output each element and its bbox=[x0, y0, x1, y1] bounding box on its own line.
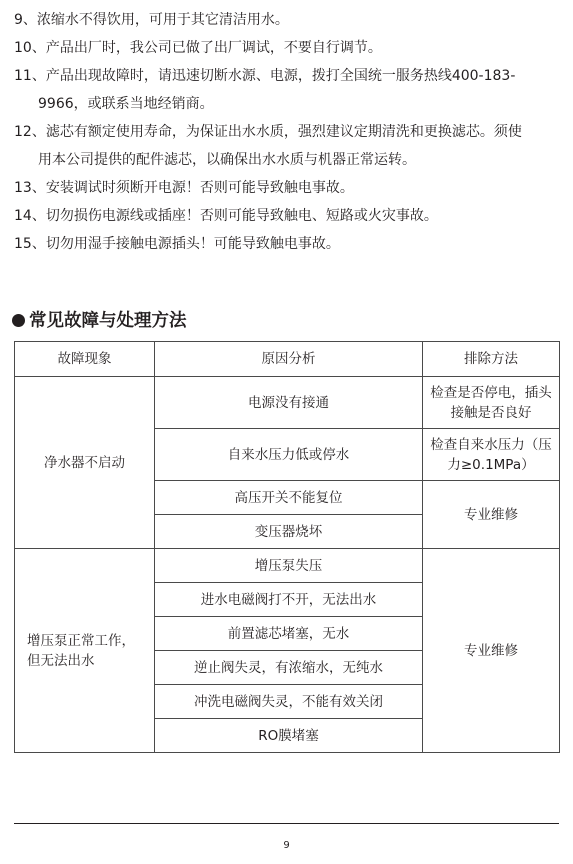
note-item-9 bbox=[14, 6, 564, 34]
table-row bbox=[15, 377, 560, 429]
solution-cell: 专业维修 bbox=[423, 549, 560, 753]
note-text: 产品出现故障时，请迅速切断水源、电源，拨打全国统一服务热线400-183- bbox=[45, 68, 516, 84]
troubleshooting-table bbox=[14, 341, 560, 753]
cause-cell: 前置滤芯堵塞，无水 bbox=[155, 617, 423, 651]
cause-cell: 电源没有接通 bbox=[155, 377, 423, 429]
note-item-15 bbox=[14, 230, 564, 258]
cause-cell: 增压泵失压 bbox=[155, 549, 423, 583]
note-text: 浓缩水不得饮用，可用于其它清洁用水。 bbox=[36, 12, 289, 28]
footer-divider bbox=[14, 823, 559, 824]
cause-cell: 高压开关不能复位 bbox=[155, 481, 423, 515]
table-header-row bbox=[15, 342, 560, 377]
header-symptom: 故障现象 bbox=[15, 342, 155, 377]
header-cause: 原因分析 bbox=[155, 342, 423, 377]
note-item-13 bbox=[14, 174, 564, 202]
note-text: 滤芯有额定使用寿命，为保证出水水质，强烈建议定期清洗和更换滤芯。须使 bbox=[45, 124, 522, 140]
cause-cell: 变压器烧坏 bbox=[155, 515, 423, 549]
solution-cell: 检查自来水压力（压力≥0.1MPa） bbox=[423, 429, 560, 481]
safety-notes-list bbox=[14, 6, 564, 258]
note-item-14 bbox=[14, 202, 564, 230]
note-number: 14、 bbox=[14, 208, 46, 224]
bullet-dot-icon bbox=[12, 314, 25, 327]
note-continuation: 用本公司提供的配件滤芯，以确保出水水质与机器正常运转。 bbox=[38, 152, 416, 168]
section-title-text: 常见故障与处理方法 bbox=[29, 311, 187, 331]
solution-cell: 专业维修 bbox=[423, 481, 560, 549]
note-continuation: 9966，或联系当地经销商。 bbox=[38, 96, 214, 112]
cause-cell: 自来水压力低或停水 bbox=[155, 429, 423, 481]
note-number: 11、 bbox=[14, 68, 46, 84]
note-text: 安装调试时须断开电源！否则可能导致触电事故。 bbox=[45, 180, 354, 196]
note-item-10 bbox=[14, 34, 564, 62]
note-text: 切勿损伤电源线或插座！否则可能导致触电、短路或火灾事故。 bbox=[45, 208, 438, 224]
header-solution: 排除方法 bbox=[423, 342, 560, 377]
note-text: 产品出厂时，我公司已做了出厂调试，不要自行调节。 bbox=[45, 40, 382, 56]
cause-cell: RO膜堵塞 bbox=[155, 719, 423, 753]
section-title bbox=[12, 307, 187, 335]
table-row bbox=[15, 549, 560, 583]
note-number: 13、 bbox=[14, 180, 46, 196]
symptom-cell: 净水器不启动 bbox=[15, 377, 155, 549]
cause-cell: 逆止阀失灵，有浓缩水，无纯水 bbox=[155, 651, 423, 685]
note-item-11 bbox=[14, 62, 564, 90]
symptom-cell: 增压泵正常工作，但无法出水 bbox=[15, 549, 155, 753]
note-text: 切勿用湿手接触电源插头！可能导致触电事故。 bbox=[45, 236, 340, 252]
cause-cell: 冲洗电磁阀失灵，不能有效关闭 bbox=[155, 685, 423, 719]
note-number: 10、 bbox=[14, 40, 46, 56]
note-number: 9、 bbox=[14, 12, 37, 28]
solution-cell: 检查是否停电，插头接触是否良好 bbox=[423, 377, 560, 429]
cause-cell: 进水电磁阀打不开，无法出水 bbox=[155, 583, 423, 617]
page-number: 9 bbox=[283, 840, 290, 851]
note-number: 15、 bbox=[14, 236, 46, 252]
note-item-12 bbox=[14, 118, 564, 146]
note-number: 12、 bbox=[14, 124, 46, 140]
